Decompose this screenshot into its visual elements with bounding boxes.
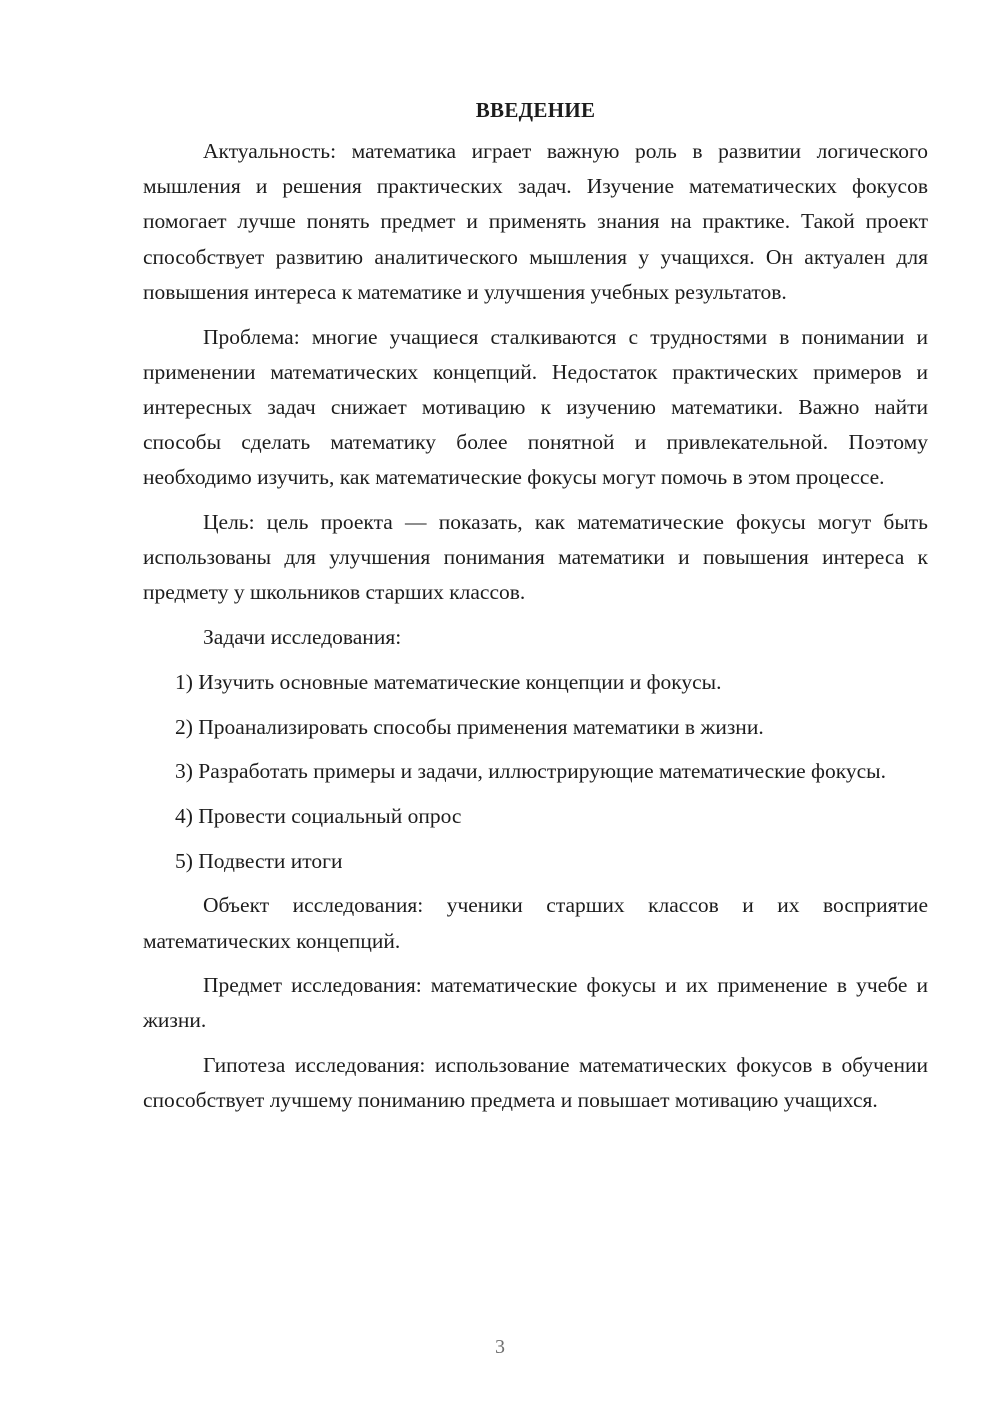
relevance-paragraph: Актуальность: математика играет важную роль в развитии логического мышления и решения практических задач. Изучение математических фокусов помогает лучше понять предмет и применять знания на практике. Такой проект способствует развитию аналитического мышления у учащихся. Он актуален для повышения интереса к математике и улучшения учебных результатов.: [143, 139, 928, 304]
section-heading: ВВЕДЕНИЕ: [475, 98, 596, 122]
page-number: 3: [495, 1336, 505, 1358]
list-item: 4) Провести социальный опрос: [175, 803, 462, 828]
goal-paragraph: Цель: цель проекта — показать, как математические фокусы могут быть использованы для улучшения понимания математики и повышения интереса к предмету у школьников старших классов.: [143, 510, 928, 605]
document-page: [143, 95, 928, 1119]
object-paragraph: Объект исследования: ученики старших классов и их восприятие математических концепций.: [143, 893, 928, 953]
list-item: 2) Проанализировать способы применения математики в жизни.: [175, 714, 764, 739]
tasks-intro: Задачи исследования:: [203, 625, 402, 650]
list-item: 1) Изучить основные математические концепции и фокусы.: [175, 669, 722, 694]
list-item: 3) Разработать примеры и задачи, иллюстрирующие математические фокусы.: [175, 759, 886, 784]
hypothesis-paragraph: Гипотеза исследования: использование математических фокусов в обучении способствует лучшему пониманию предмета и повышает мотивацию учащихся.: [143, 1053, 928, 1113]
list-item: 5) Подвести итоги: [175, 848, 343, 873]
problem-paragraph: Проблема: многие учащиеся сталкиваются с трудностями в понимании и применении математических концепций. Недостаток практических примеров и интересных задач снижает мотивацию к изучению математики. Важно найти способы сделать математику более понятной и привлекательной. Поэтому необходимо изучить, как математические фокусы могут помочь в этом процессе.: [143, 324, 928, 490]
subject-paragraph: Предмет исследования: математические фокусы и их применение в учебе и жизни.: [143, 973, 928, 1033]
tasks-list: [143, 665, 928, 879]
